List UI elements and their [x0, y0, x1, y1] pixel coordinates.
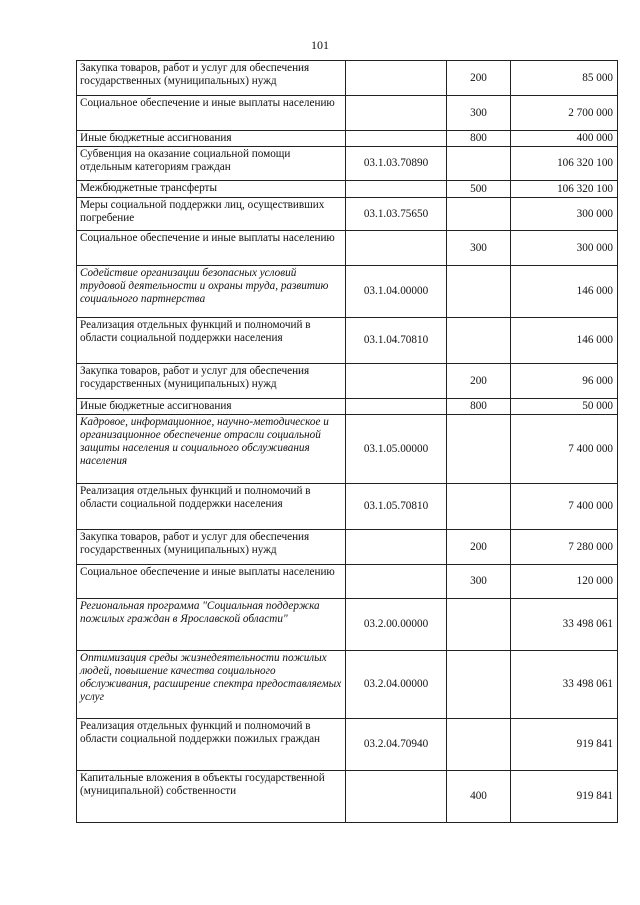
- code-cell: [346, 266, 447, 318]
- sum-text: 120 000: [576, 575, 613, 587]
- table-row: [77, 719, 618, 771]
- expense-type-text: 300: [470, 241, 487, 254]
- code-cell: [346, 719, 447, 771]
- sum-text: 7 400 000: [568, 442, 613, 455]
- sum-text: 7 400 000: [568, 500, 613, 512]
- expense-type-text: 300: [470, 575, 487, 587]
- sum-cell: [511, 771, 618, 823]
- sum-cell: [511, 318, 618, 364]
- expense-type-cell: [447, 399, 511, 415]
- expense-type-cell: [447, 96, 511, 131]
- expense-type-text: 200: [470, 71, 487, 84]
- table-row: [77, 484, 618, 530]
- expense-type-cell: [447, 318, 511, 364]
- name-cell: [77, 147, 346, 181]
- table-row: [77, 364, 618, 399]
- code-cell: [346, 318, 447, 364]
- name-text: Оптимизация среды жизнедеятельности пожилых людей, повышение качества социального обслуживания, расширение спектра предоставляемых услуг: [80, 652, 342, 703]
- expense-type-cell: [447, 266, 511, 318]
- code-text: 03.2.04.00000: [363, 678, 429, 690]
- table-row: [77, 61, 618, 96]
- expense-type-cell: [447, 61, 511, 96]
- expense-type-cell: [447, 131, 511, 147]
- code-text: 03.1.04.00000: [363, 285, 429, 297]
- sum-text: 50 000: [582, 400, 613, 412]
- name-cell: [77, 61, 346, 96]
- expense-type-cell: [447, 181, 511, 198]
- name-text: Закупка товаров, работ и услуг для обеспечения государственных (муниципальных) нужд: [80, 531, 310, 556]
- expense-type-cell: [447, 484, 511, 530]
- sum-text: 919 841: [576, 790, 613, 802]
- code-cell: [346, 181, 447, 198]
- sum-text: 7 280 000: [568, 540, 613, 553]
- expense-type-text: 800: [470, 132, 487, 144]
- budget-table-body: [77, 61, 618, 823]
- code-cell: [346, 599, 447, 651]
- expense-type-text: 200: [470, 374, 487, 387]
- expense-type-cell: [447, 565, 511, 599]
- sum-cell: [511, 651, 618, 719]
- sum-cell: [511, 96, 618, 131]
- sum-cell: [511, 147, 618, 181]
- sum-cell: [511, 181, 618, 198]
- table-row: [77, 415, 618, 484]
- sum-text: 106 320 100: [557, 157, 613, 169]
- expense-type-cell: [447, 771, 511, 823]
- sum-text: 300 000: [576, 207, 613, 220]
- sum-cell: [511, 131, 618, 147]
- table-row: [77, 231, 618, 266]
- name-text: Социальное обеспечение и иные выплаты населению: [80, 232, 335, 244]
- name-text: Социальное обеспечение и иные выплаты населению: [80, 97, 335, 109]
- code-cell: [346, 198, 447, 231]
- sum-cell: [511, 399, 618, 415]
- code-text: 03.2.04.70940: [363, 738, 429, 750]
- sum-cell: [511, 719, 618, 771]
- sum-cell: [511, 266, 618, 318]
- sum-text: 96 000: [582, 374, 613, 387]
- expense-type-text: 800: [470, 400, 487, 412]
- table-row: [77, 96, 618, 131]
- expense-type-text: 200: [470, 540, 487, 553]
- code-cell: [346, 399, 447, 415]
- table-row: [77, 198, 618, 231]
- name-text: Межбюджетные трансферты: [80, 182, 217, 194]
- name-cell: [77, 198, 346, 231]
- sum-text: 85 000: [582, 71, 613, 84]
- name-text: Закупка товаров, работ и услуг для обеспечения государственных (муниципальных) нужд: [80, 62, 310, 87]
- sum-cell: [511, 198, 618, 231]
- expense-type-cell: [447, 231, 511, 266]
- table-row: [77, 147, 618, 181]
- table-row: [77, 771, 618, 823]
- sum-cell: [511, 565, 618, 599]
- name-cell: [77, 364, 346, 399]
- expense-type-cell: [447, 364, 511, 399]
- code-cell: [346, 565, 447, 599]
- name-text: Содействие организации безопасных условий трудовой деятельности и охраны труда, развитию социального партнерства: [80, 267, 329, 305]
- table-row: [77, 181, 618, 198]
- sum-text: 33 498 061: [562, 678, 613, 690]
- sum-text: 400 000: [576, 132, 613, 144]
- name-cell: [77, 651, 346, 719]
- name-text: Иные бюджетные ассигнования: [80, 132, 232, 144]
- page-number: 101: [311, 38, 329, 52]
- sum-text: 300 000: [576, 241, 613, 254]
- table-row: [77, 266, 618, 318]
- table-row: [77, 599, 618, 651]
- code-text: 03.1.05.00000: [363, 442, 429, 455]
- code-text: 03.2.00.00000: [363, 618, 429, 630]
- table-row: [77, 565, 618, 599]
- expense-type-cell: [447, 599, 511, 651]
- code-text: 03.1.03.70890: [363, 157, 429, 169]
- sum-cell: [511, 231, 618, 266]
- code-cell: [346, 231, 447, 266]
- name-text: Реализация отдельных функций и полномочий в области социальной поддержки пожилых граждан: [80, 720, 321, 745]
- name-cell: [77, 399, 346, 415]
- expense-type-text: 500: [470, 182, 487, 195]
- sum-text: 33 498 061: [562, 618, 613, 630]
- code-text: 03.1.04.70810: [363, 334, 429, 346]
- expense-type-cell: [447, 651, 511, 719]
- expense-type-cell: [447, 530, 511, 565]
- code-cell: [346, 771, 447, 823]
- name-cell: [77, 181, 346, 198]
- sum-cell: [511, 415, 618, 484]
- name-cell: [77, 231, 346, 266]
- name-cell: [77, 565, 346, 599]
- name-cell: [77, 131, 346, 147]
- sum-text: 919 841: [576, 738, 613, 750]
- table-row: [77, 530, 618, 565]
- code-cell: [346, 484, 447, 530]
- sum-cell: [511, 484, 618, 530]
- name-text: Закупка товаров, работ и услуг для обеспечения государственных (муниципальных) нужд: [80, 365, 310, 390]
- name-cell: [77, 484, 346, 530]
- name-cell: [77, 318, 346, 364]
- code-cell: [346, 530, 447, 565]
- name-text: Субвенция на оказание социальной помощи отдельным категориям граждан: [80, 148, 291, 173]
- table-row: [77, 318, 618, 364]
- sum-text: 146 000: [576, 334, 613, 346]
- expense-type-text: 300: [470, 106, 487, 119]
- name-cell: [77, 771, 346, 823]
- name-cell: [77, 96, 346, 131]
- name-text: Иные бюджетные ассигнования: [80, 400, 232, 412]
- name-cell: [77, 599, 346, 651]
- table-row: [77, 651, 618, 719]
- sum-text: 2 700 000: [568, 106, 613, 119]
- code-cell: [346, 147, 447, 181]
- name-cell: [77, 266, 346, 318]
- name-cell: [77, 719, 346, 771]
- name-cell: [77, 415, 346, 484]
- expense-type-cell: [447, 719, 511, 771]
- budget-table: [76, 60, 618, 823]
- name-text: Реализация отдельных функций и полномочий в области социальной поддержки населения: [80, 485, 311, 510]
- name-text: Капитальные вложения в объекты государственной (муниципальной) собственности: [80, 772, 325, 797]
- expense-type-cell: [447, 147, 511, 181]
- sum-cell: [511, 61, 618, 96]
- sum-text: 146 000: [576, 285, 613, 297]
- table-row: [77, 131, 618, 147]
- sum-cell: [511, 530, 618, 565]
- code-cell: [346, 364, 447, 399]
- code-text: 03.1.03.75650: [363, 207, 429, 220]
- code-cell: [346, 131, 447, 147]
- sum-text: 106 320 100: [557, 182, 613, 195]
- sum-cell: [511, 364, 618, 399]
- code-cell: [346, 61, 447, 96]
- code-cell: [346, 96, 447, 131]
- code-text: 03.1.05.70810: [363, 500, 429, 512]
- expense-type-cell: [447, 415, 511, 484]
- name-text: Реализация отдельных функций и полномочий в области социальной поддержки населения: [80, 319, 311, 344]
- code-cell: [346, 651, 447, 719]
- code-cell: [346, 415, 447, 484]
- table-row: [77, 399, 618, 415]
- name-text: Социальное обеспечение и иные выплаты населению: [80, 566, 335, 578]
- expense-type-text: 400: [470, 790, 487, 802]
- sum-cell: [511, 599, 618, 651]
- name-text: Региональная программа "Социальная поддержка пожилых граждан в Ярославской области": [80, 600, 320, 625]
- name-cell: [77, 530, 346, 565]
- name-text: Кадровое, информационное, научно-методическое и организационное обеспечение отрасли социальной защиты населения и социального обслуживания населения: [80, 416, 329, 467]
- name-text: Меры социальной поддержки лиц, осуществивших погребение: [80, 199, 325, 224]
- expense-type-cell: [447, 198, 511, 231]
